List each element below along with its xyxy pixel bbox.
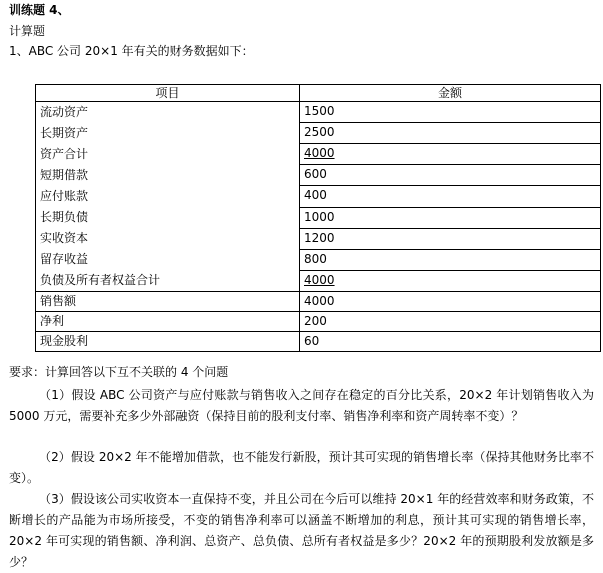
balance-value xyxy=(300,144,601,165)
balance-items-cell xyxy=(36,102,300,292)
row-item-net-income: 净利 xyxy=(36,312,300,332)
table-row xyxy=(36,102,601,123)
balance-value-text: 1000 xyxy=(304,209,335,224)
balance-item-label: 长期资产 xyxy=(40,126,89,140)
row-value-dividend: 60 xyxy=(300,332,601,352)
row-value-net-income: 200 xyxy=(300,312,601,332)
balance-value xyxy=(300,102,601,123)
balance-value-text: 4000 xyxy=(304,146,335,161)
balance-item-label: 短期借款 xyxy=(40,168,89,182)
balance-value xyxy=(300,165,601,186)
exercise-title: 训练题 4、 xyxy=(9,3,70,17)
balance-value-text: 4000 xyxy=(304,272,335,287)
row-value-sales: 4000 xyxy=(300,292,601,312)
table-row xyxy=(36,292,601,312)
requirement-paragraph: （2）假设 20×2 年不能增加借款，也不能发行新股，预计其可实现的销售增长率（保持其他财务比率不变）。 xyxy=(9,450,594,485)
row-item-dividend: 现金股利 xyxy=(36,332,300,352)
balance-value xyxy=(300,123,601,144)
balance-value-text: 400 xyxy=(304,188,327,203)
balance-value xyxy=(300,186,601,207)
balance-item-label: 留存收益 xyxy=(40,252,89,266)
requirement-paragraph: （1）假设 ABC 公司资产与应付账款与销售收入之间存在稳定的百分比关系，20×2 年计划销售收入为 5000 万元，需要补充多少外部融资（保持目前的股利支付率、销售净利率和资产周转率不变）？ xyxy=(9,388,594,423)
balance-value xyxy=(300,270,601,291)
balance-value xyxy=(300,228,601,249)
header-amount: 金额 xyxy=(300,85,601,102)
table-row xyxy=(36,332,601,352)
balance-value-text: 1500 xyxy=(304,104,335,118)
balance-value-text: 800 xyxy=(304,251,327,266)
balance-value xyxy=(300,207,601,228)
header-item: 项目 xyxy=(36,85,300,102)
table-header-row xyxy=(36,85,601,102)
balance-value-text: 2500 xyxy=(304,125,335,140)
balance-item-label: 负债及所有者权益合计 xyxy=(40,273,161,287)
balance-item-label: 资产合计 xyxy=(40,147,89,161)
balance-value xyxy=(300,249,601,270)
balance-item-label: 长期负债 xyxy=(40,210,89,224)
section-subtitle: 计算题 xyxy=(9,24,46,38)
balance-value-text: 1200 xyxy=(304,230,335,245)
row-item-sales: 销售额 xyxy=(36,292,300,312)
requirements-label: 要求：计算回答以下互不关联的 4 个问题 xyxy=(9,365,229,379)
financial-data-table xyxy=(35,84,601,352)
balance-item-label: 实收资本 xyxy=(40,231,89,245)
table-row xyxy=(36,312,601,332)
balance-item-label: 流动资产 xyxy=(40,105,89,119)
requirement-paragraph: （3）假设该公司实收资本一直保持不变，并且公司在今后可以维持 20×1 年的经营效率和财务政策，不断增长的产品能为市场所接受，不变的销售净利率可以涵盖不断增加的利息，预计其可实现的销售增长率，20×2 年可实现的销售额、净利润、总资产、总负债、总所有者权益是多少？20×2 年的预期股利发放额是多少？ xyxy=(9,492,594,569)
balance-item-label: 应付账款 xyxy=(40,189,89,203)
question-intro: 1、ABC 公司 20×1 年有关的财务数据如下： xyxy=(9,44,254,58)
balance-value-text: 600 xyxy=(304,167,327,182)
